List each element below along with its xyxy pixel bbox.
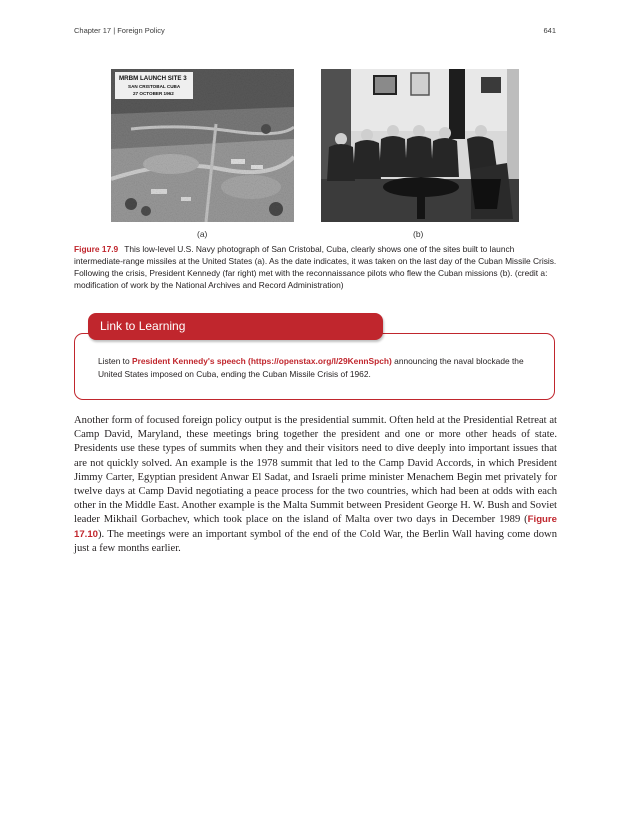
body-text-before: Another form of focused foreign policy output is the presidential summit. Often held at the Presidential Retreat at Camp David, Maryland, these meetings bring together the president and one or more other heads of state. Presidents use these types of summits when they and their visitors need to dive deeply into important issues that are not quickly solved. An example is the 1978 summit that led to the Camp David Accords, in which President Jimmy Carter, Egyptian president Anwar El Sadat, and Israeli prime minister Menachem Begin met privately for twelve days at Camp David negotiating a peace process for the two countries, which had been at odds with each other in the Middle East. Another example is the Malta Summit between President George H. W. Bush and Soviet leader Mikhail Gorbachev, which took place on the island of Malta over two days in December 1989 (	[74, 415, 557, 526]
link-text-before: Listen to	[98, 356, 132, 366]
page-number: 641	[543, 26, 556, 35]
figure-sublabel-b: (b)	[413, 229, 424, 239]
sign-line-3: 27 OCTOBER 1962	[133, 91, 174, 96]
figure-label: Figure 17.9	[74, 244, 119, 254]
kennedy-meeting-photo	[321, 69, 519, 222]
chapter-title: Chapter 17 | Foreign Policy	[74, 26, 165, 35]
figure-caption	[74, 243, 558, 291]
body-text-after: ). The meetings were an important symbol of the end of the Cold War, the Berlin Wall having come down just a few months earlier.	[74, 528, 557, 554]
body-paragraph	[74, 414, 557, 556]
kennedy-speech-link[interactable]: President Kennedy's speech	[132, 356, 246, 366]
kennedy-speech-url-link[interactable]: (https://openstax.org/l/29KennSpch)	[248, 356, 392, 366]
link-to-learning-title: Link to Learning	[100, 319, 186, 333]
link-to-learning-tab	[88, 313, 383, 340]
aerial-missile-site-photo	[111, 69, 294, 222]
link-to-learning-text	[98, 355, 538, 381]
sign-line-1: MRBM LAUNCH SITE 3	[119, 75, 187, 82]
figure-sublabel-a: (a)	[197, 229, 208, 239]
figure-17-10-link[interactable]: Figure 17.10	[74, 514, 557, 540]
figure-caption-text: This low-level U.S. Navy photograph of San Cristobal, Cuba, clearly shows one of the sites built to launch intermediate-range missiles at the United States (a). As the date indicates, it was taken on the last day of the Cuban Missile Crisis. Following the crisis, President Kennedy (far right) met with the reconnaissance pilots who flew the Cuban missions (b). (credit a: modification of work by the National Archives and Record Administration)	[74, 244, 557, 290]
sign-line-2: SAN CRISTOBAL CUBA	[128, 84, 181, 89]
running-header	[74, 26, 556, 38]
link-text-after: announcing the naval blockade the United States imposed on Cuba, ending the Cuban Missile Crisis of 1962.	[98, 356, 524, 379]
